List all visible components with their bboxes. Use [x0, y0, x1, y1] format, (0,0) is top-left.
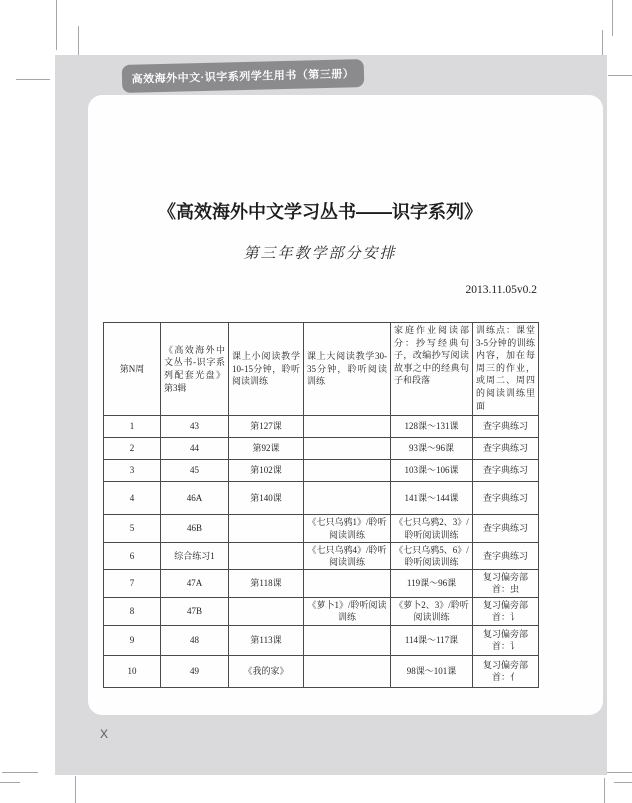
table-cell: 8	[104, 597, 161, 625]
table-header-row	[104, 323, 539, 416]
table-cell: 44	[161, 438, 229, 460]
table-cell: 查字典练习	[473, 438, 539, 460]
version-label: 2013.11.05v0.2	[465, 284, 537, 296]
table-cell	[304, 482, 391, 515]
teaching-schedule-table	[103, 322, 539, 688]
table-cell: 查字典练习	[473, 482, 539, 515]
table-cell: 7	[104, 570, 161, 597]
table-cell: 《萝卜2、3》/聆听阅读训练	[391, 597, 473, 625]
header-training-point: 训练点：课堂3-5分钟的训练内容，加在每周三的作业，或周二、周四的阅读训练里面	[473, 323, 539, 416]
table-cell: 第140课	[229, 482, 304, 515]
table-cell: 103课～106课	[391, 460, 473, 482]
table-cell: 114课～117课	[391, 625, 473, 655]
table-row	[104, 515, 539, 543]
table-row	[104, 543, 539, 570]
table-cell: 复习偏旁部首：亻	[473, 655, 539, 687]
table-row	[104, 438, 539, 460]
table-cell: 49	[161, 655, 229, 687]
table-row	[104, 460, 539, 482]
table-cell: 2	[104, 438, 161, 460]
table-cell: 3	[104, 460, 161, 482]
header-small-reading: 课上小阅读教学10-15分钟，聆听阅读训练	[229, 323, 304, 416]
table-cell: 128课～131课	[391, 416, 473, 438]
table-cell: 4	[104, 482, 161, 515]
table-cell: 6	[104, 543, 161, 570]
crop-mark	[56, 0, 57, 50]
page-number: X	[100, 727, 109, 741]
table-cell: 复习偏旁部首：虫	[473, 570, 539, 597]
table-cell	[304, 655, 391, 687]
table-cell: 46B	[161, 515, 229, 543]
crop-mark	[606, 772, 632, 773]
crop-mark	[608, 75, 632, 76]
crop-mark	[75, 776, 76, 803]
header-disc: 《高效海外中文丛书-识字系列配套光盘》第3辑	[161, 323, 229, 416]
table-cell	[304, 625, 391, 655]
table-cell: 第118课	[229, 570, 304, 597]
table-cell: 综合练习1	[161, 543, 229, 570]
table-cell: 复习偏旁部首：讠	[473, 625, 539, 655]
table-cell: 98课～101课	[391, 655, 473, 687]
crop-mark	[78, 26, 79, 56]
table-row	[104, 482, 539, 515]
table-cell: 第92课	[229, 438, 304, 460]
table-cell: 141课～144课	[391, 482, 473, 515]
document-title: 《高效海外中文学习丛书——识字系列》	[158, 202, 482, 222]
table-cell: 《萝卜1》/聆听阅读训练	[304, 597, 391, 625]
table-cell: 查字典练习	[473, 416, 539, 438]
crop-mark	[16, 79, 50, 80]
table-cell	[304, 570, 391, 597]
table-cell: 45	[161, 460, 229, 482]
table-cell	[304, 438, 391, 460]
table-row	[104, 625, 539, 655]
book-series-badge-label: 高效海外中文·识字系列学生用书（第三册）	[131, 68, 355, 86]
header-big-reading: 课上大阅读教学30-35分钟，聆听阅读训练	[304, 323, 391, 416]
document-page	[88, 95, 603, 715]
crop-mark	[2, 772, 38, 773]
table-cell: 《七只乌鸦4》/聆听阅读训练	[304, 543, 391, 570]
table-cell: 43	[161, 416, 229, 438]
table-row	[104, 570, 539, 597]
crop-mark	[0, 782, 20, 783]
crop-mark	[604, 778, 605, 803]
table-cell: 9	[104, 625, 161, 655]
table-cell: 复习偏旁部首：讠	[473, 597, 539, 625]
table-cell: 《七只乌鸦2、3》/聆听阅读训练	[391, 515, 473, 543]
table-cell: 《我的家》	[229, 655, 304, 687]
table-row	[104, 416, 539, 438]
table-cell	[229, 543, 304, 570]
table-cell: 10	[104, 655, 161, 687]
table-cell: 47A	[161, 570, 229, 597]
crop-mark	[614, 782, 632, 783]
header-homework: 家庭作业阅读部分：抄写经典句子，改编抄写阅读故事之中的经典句子和段落	[391, 323, 473, 416]
table-cell: 《七只乌鸦1》/聆听阅读训练	[304, 515, 391, 543]
crop-mark	[612, 0, 613, 36]
table-row	[104, 597, 539, 625]
table-cell: 查字典练习	[473, 460, 539, 482]
table-cell: 第113课	[229, 625, 304, 655]
table-cell	[304, 460, 391, 482]
book-series-badge	[122, 59, 365, 93]
table-cell: 119课～96课	[391, 570, 473, 597]
table-cell: 1	[104, 416, 161, 438]
table-cell: 93课～96课	[391, 438, 473, 460]
document-subtitle: 第三年教学部分安排	[243, 246, 397, 262]
table-cell: 48	[161, 625, 229, 655]
table-cell: 查字典练习	[473, 543, 539, 570]
table-cell	[229, 515, 304, 543]
crop-mark	[602, 30, 603, 58]
table-cell: 5	[104, 515, 161, 543]
table-cell: 第102课	[229, 460, 304, 482]
table-cell: 47B	[161, 597, 229, 625]
table-cell: 《七只乌鸦5、6》/聆听阅读训练	[391, 543, 473, 570]
table-row	[104, 655, 539, 687]
table-cell: 第127课	[229, 416, 304, 438]
header-week: 第N周	[104, 323, 161, 416]
table-cell: 查字典练习	[473, 515, 539, 543]
table-cell	[229, 597, 304, 625]
table-cell: 46A	[161, 482, 229, 515]
table-cell	[304, 416, 391, 438]
